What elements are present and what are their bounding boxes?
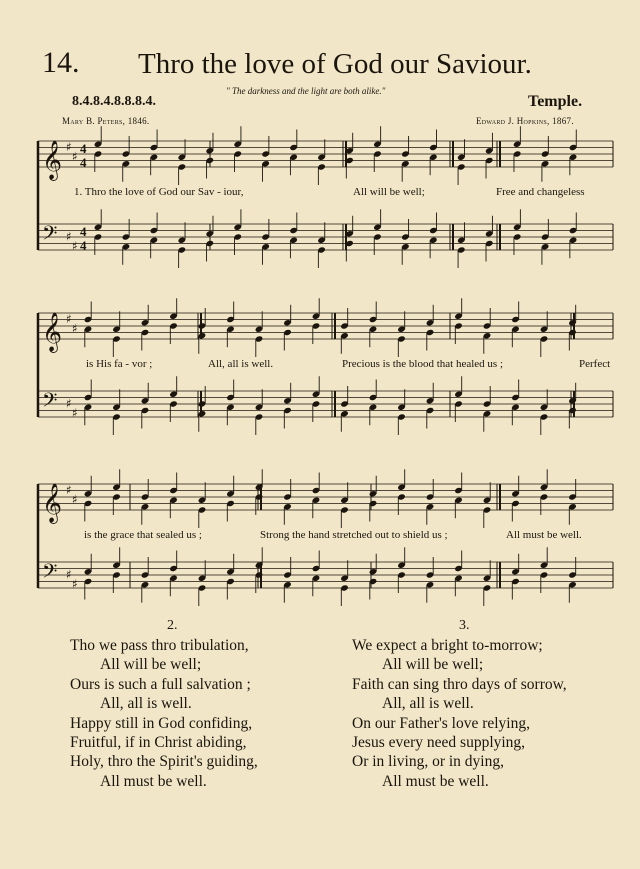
lyric-segment: Strong the hand stretched out to shield us ; bbox=[260, 529, 448, 541]
composer-credit: Edward J. Hopkins, 1867. bbox=[476, 116, 574, 126]
key-signature-sharp: ♯ bbox=[66, 311, 72, 326]
verse-line: Or in living, or in dying, bbox=[352, 753, 504, 771]
bass-clef: 𝄢 bbox=[42, 559, 58, 588]
key-signature-sharp: ♯ bbox=[66, 229, 72, 244]
verse-line: Happy still in God confiding, bbox=[70, 714, 253, 732]
verse-line: Ours is such a full salvation ; bbox=[70, 675, 251, 693]
verse-line: All must be well. bbox=[382, 772, 489, 790]
verse-line: Fruitful, if in Christ abiding, bbox=[70, 734, 247, 752]
verse-line: Jesus every need supplying, bbox=[352, 734, 526, 752]
poet-credit: Mary B. Peters, 1846. bbox=[62, 116, 150, 126]
lyric-segment: is His fa - vor ; bbox=[86, 358, 153, 370]
lyric-segment: Precious is the blood that healed us ; bbox=[342, 358, 503, 370]
bass-clef: 𝄢 bbox=[42, 221, 58, 250]
treble-clef: 𝄞 bbox=[42, 483, 63, 523]
stanza-3 bbox=[352, 636, 567, 791]
verse-line: All will be well; bbox=[382, 656, 484, 674]
time-signature-bottom: 4 bbox=[80, 238, 87, 253]
key-signature-sharp: ♯ bbox=[72, 577, 78, 591]
key-signature-sharp: ♯ bbox=[66, 482, 72, 497]
verse-line: All, all is well. bbox=[382, 695, 474, 713]
time-signature-top: 4 bbox=[80, 224, 87, 239]
key-signature-sharp: ♯ bbox=[66, 139, 72, 154]
key-signature-sharp: ♯ bbox=[72, 321, 78, 336]
key-signature-sharp: ♯ bbox=[72, 492, 78, 507]
stanza-number: 3. bbox=[459, 618, 470, 633]
verse-line: All, all is well. bbox=[100, 695, 192, 713]
meter: 8.4.8.4.8.8.8.4. bbox=[72, 94, 156, 109]
verse-line: We expect a bright to-morrow; bbox=[352, 637, 543, 654]
stanza-2 bbox=[70, 636, 258, 791]
tune-name: Temple. bbox=[528, 93, 583, 110]
key-signature-sharp: ♯ bbox=[72, 239, 78, 253]
verse-line: Holy, thro the Spirit's guiding, bbox=[70, 753, 258, 771]
verse-line: Faith can sing thro days of sorrow, bbox=[352, 675, 567, 693]
lyric-segment: is the grace that sealed us ; bbox=[84, 529, 202, 541]
treble-clef: 𝄞 bbox=[42, 140, 63, 180]
key-signature-sharp: ♯ bbox=[72, 149, 78, 164]
verse-line: All will be well; bbox=[100, 656, 202, 674]
stanza-number: 2. bbox=[167, 618, 178, 633]
bass-clef: 𝄢 bbox=[42, 388, 58, 417]
lyric-segment: Free and changeless bbox=[496, 186, 585, 198]
lyric-segment: 1. Thro the love of God our Sav - iour, bbox=[74, 186, 244, 198]
treble-clef: 𝄞 bbox=[42, 312, 63, 352]
time-signature-top: 4 bbox=[80, 141, 87, 156]
hymn-title: Thro the love of God our Saviour. bbox=[138, 48, 532, 80]
lyric-segment: All will be well; bbox=[353, 186, 425, 198]
key-signature-sharp: ♯ bbox=[66, 396, 72, 411]
hymn-number: 14. bbox=[42, 46, 80, 79]
key-signature-sharp: ♯ bbox=[66, 567, 72, 582]
verse-line: Tho we pass thro tribulation, bbox=[70, 637, 249, 654]
verse-line: On our Father's love relying, bbox=[352, 714, 530, 732]
lyric-segment: Perfect bbox=[579, 358, 611, 370]
verse-line: All must be well. bbox=[100, 772, 207, 790]
epigraph: " The darkness and the light are both alike." bbox=[226, 86, 386, 96]
lyric-segment: All, all is well. bbox=[208, 358, 274, 370]
key-signature-sharp: ♯ bbox=[72, 406, 78, 420]
lyric-segment: All must be well. bbox=[506, 529, 582, 541]
time-signature-bottom: 4 bbox=[80, 155, 87, 170]
